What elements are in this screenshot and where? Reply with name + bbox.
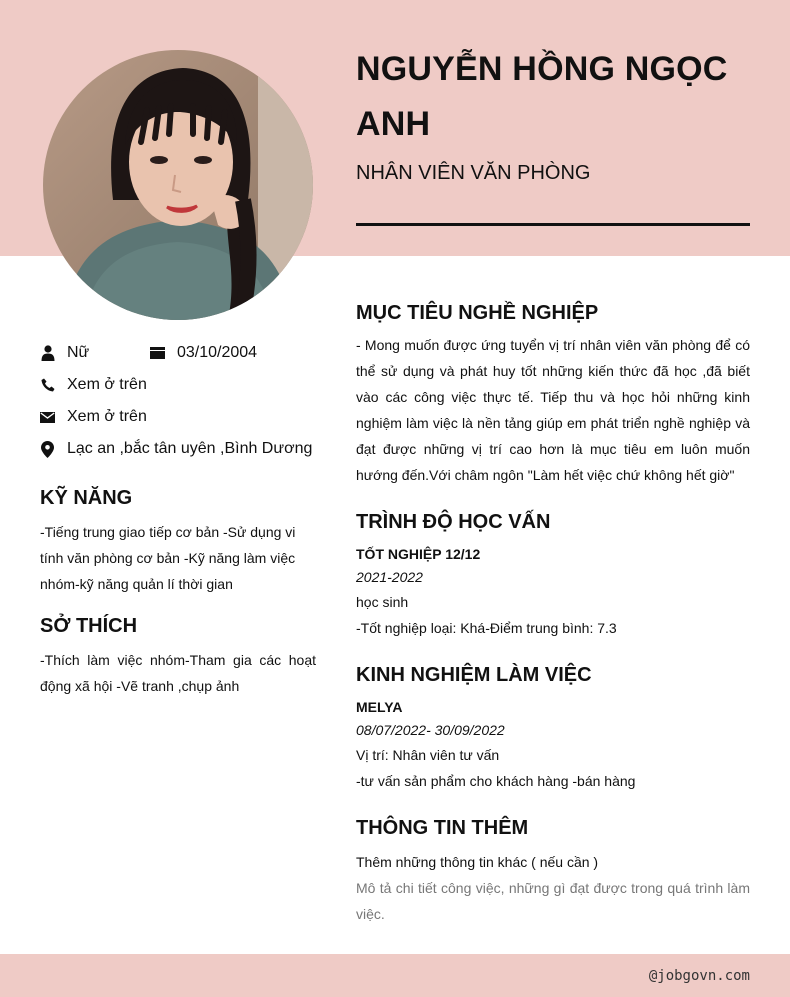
additional-heading: THÔNG TIN THÊM <box>356 817 529 839</box>
birthday-row <box>150 344 257 362</box>
phone-icon <box>40 377 55 393</box>
gender-value: Nữ <box>67 344 90 361</box>
experience-period: 08/07/2022- 30/09/2022 <box>356 722 505 738</box>
email-row <box>40 408 147 426</box>
title-divider <box>356 223 750 226</box>
profile-photo <box>43 50 313 320</box>
hobbies-text: -Thích làm việc nhóm-Tham gia các hoạt động xã hội -Vẽ tranh ,chụp ảnh <box>40 652 316 694</box>
address-value: Lạc an ,bắc tân uyên ,Bình Dương <box>67 440 313 457</box>
education-role: học sinh <box>356 594 409 610</box>
phone-row <box>40 376 147 394</box>
candidate-name: NGUYỄN HỒNG NGỌC ANH <box>356 50 728 143</box>
person-icon <box>40 345 55 361</box>
additional-line-1: Thêm những thông tin khác ( nếu cần ) <box>356 854 599 870</box>
portrait-image <box>43 50 313 320</box>
map-pin-icon <box>40 441 55 457</box>
address-row <box>40 440 312 458</box>
experience-position: Vị trí: Nhân viên tư vấn <box>356 747 500 763</box>
objective-heading: MỤC TIÊU NGHỀ NGHIỆP <box>356 302 599 324</box>
education-period: 2021-2022 <box>356 569 423 585</box>
email-value[interactable]: Xem ở trên <box>67 408 147 425</box>
footer-brand: @jobgovn.com <box>648 968 750 984</box>
experience-heading: KINH NGHIỆM LÀM VIỆC <box>356 664 592 686</box>
objective-text: - Mong muốn được ứng tuyển vị trí nhân viên văn phòng để có thể sử dụng và phát huy tốt những kiến thức đã học ,đã biết vào các công việc thực tế. Tiếp thu và học hỏi những kinh nghiệm làm việc là nền tảng giúp em phát triển nghề nghiệp và đạt được những vị trí cao hơn là mục tiêu em luôn muốn hướng đến.Với châm ngôn "Làm hết việc chứ không hết giờ" <box>356 337 750 483</box>
experience-detail: -tư vấn sản phẩm cho khách hàng -bán hàng <box>356 773 636 789</box>
hobbies-heading: SỞ THÍCH <box>40 615 138 637</box>
job-title: NHÂN VIÊN VĂN PHÒNG <box>356 162 591 184</box>
phone-value[interactable]: Xem ở trên <box>67 376 147 393</box>
experience-company: MELYA <box>356 699 403 715</box>
additional-line-2: Mô tả chi tiết công việc, những gì đạt được trong quá trình làm việc. <box>356 880 750 922</box>
education-heading: TRÌNH ĐỘ HỌC VẤN <box>356 511 551 533</box>
education-detail: -Tốt nghiệp loại: Khá-Điểm trung bình: 7.3 <box>356 620 617 636</box>
skills-heading: KỸ NĂNG <box>40 487 133 509</box>
skills-text: -Tiếng trung giao tiếp cơ bản -Sử dụng vi tính văn phòng cơ bản -Kỹ năng làm việc nhóm-kỹ năng quản lí thời gian <box>40 524 296 592</box>
education-school: TỐT NGHIỆP 12/12 <box>356 546 481 562</box>
calendar-icon <box>150 345 165 361</box>
envelope-icon <box>40 409 55 425</box>
birthday-value: 03/10/2004 <box>177 344 258 361</box>
gender-row <box>40 344 89 362</box>
